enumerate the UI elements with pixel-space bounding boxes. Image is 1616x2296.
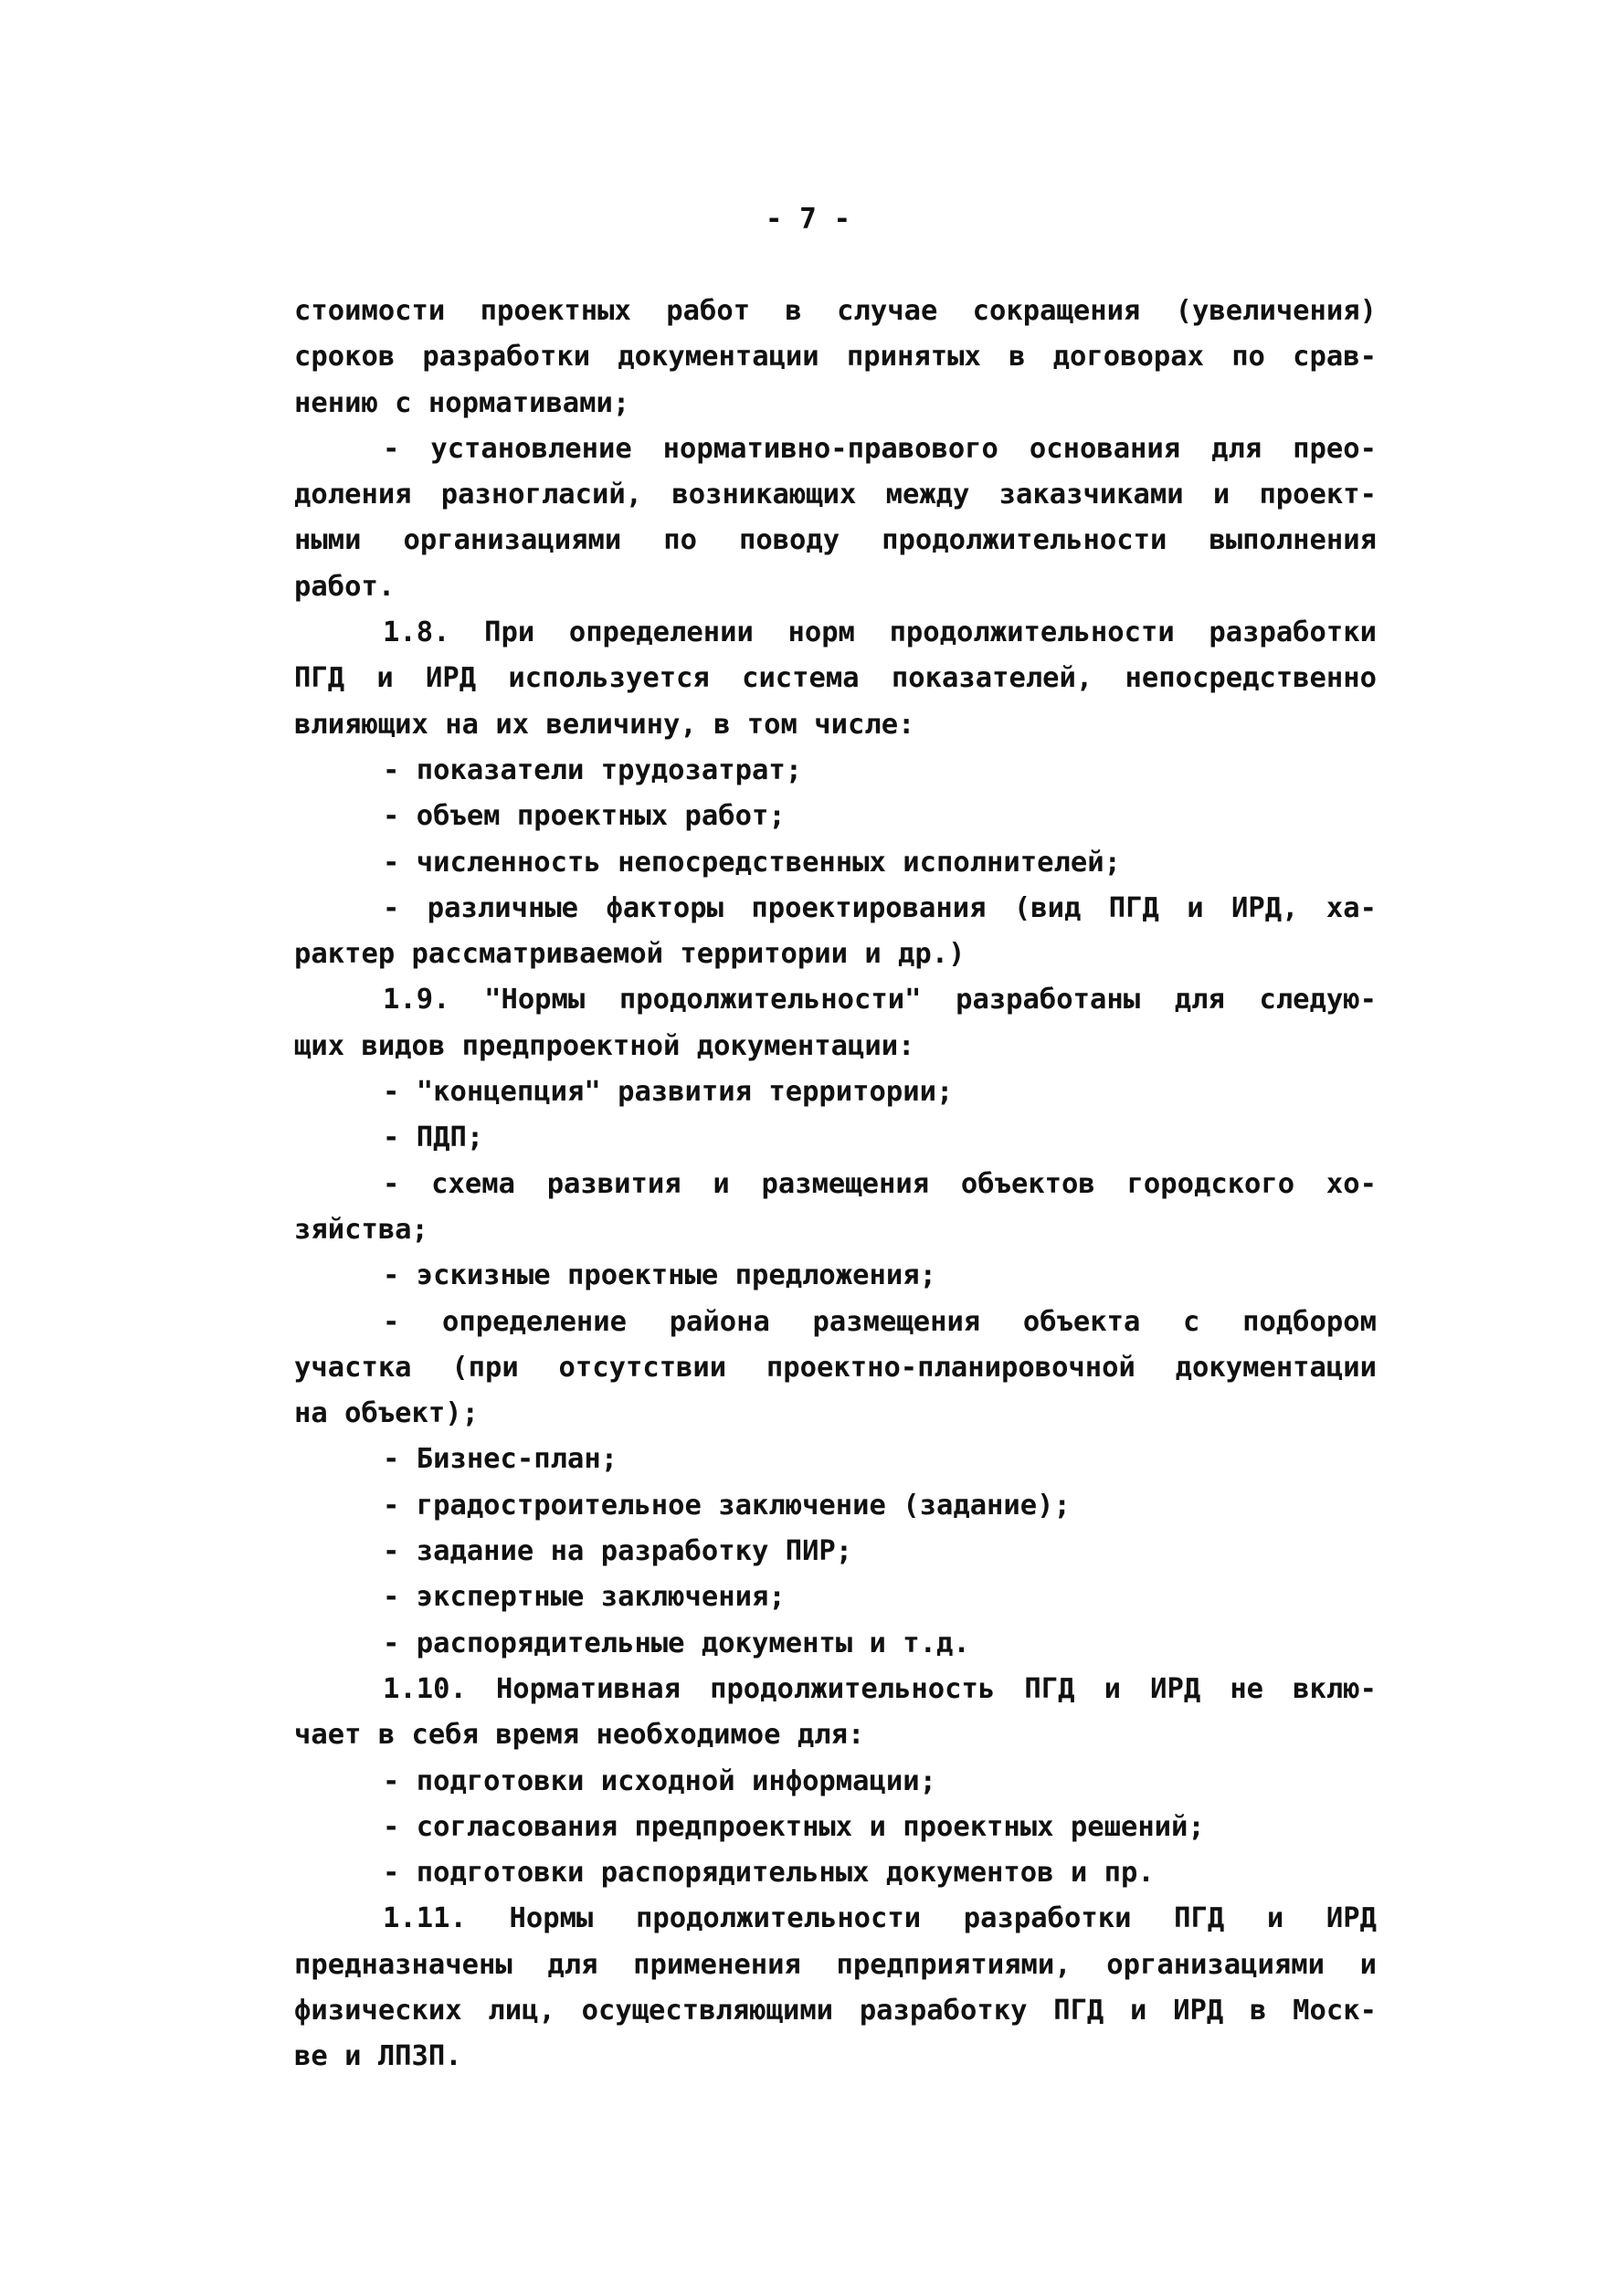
- text-line: ве и ЛПЗП.: [294, 2040, 462, 2073]
- text-line: - численность непосредственных исполнителей;: [383, 846, 1121, 879]
- body-text: [294, 289, 1377, 2080]
- text-line: - задание на разработку ПИР;: [383, 1535, 853, 1568]
- text-line: - распорядительные документы и т.д.: [383, 1627, 970, 1659]
- text-line: - подготовки распорядительных документов и пр.: [383, 1857, 1155, 1890]
- text-line: - схема развития и размещения объектов городского хо-: [383, 1167, 1377, 1200]
- text-line: рактер рассматриваемой территории и др.): [294, 938, 966, 971]
- text-line: - Бизнес-план;: [383, 1443, 618, 1476]
- text-line: сроков разработки документации принятых в договорах по срав-: [294, 341, 1377, 374]
- text-line: 1.9. "Нормы продолжительности" разработаны для следую-: [383, 984, 1377, 1016]
- text-line: - определение района размещения объекта с подбором: [383, 1305, 1377, 1338]
- page-number: - 7 -: [765, 203, 851, 236]
- text-line: зяйства;: [294, 1213, 428, 1246]
- text-line: 1.11. Нормы продолжительности разработки ПГД и ИРД: [383, 1902, 1377, 1935]
- text-line: - эскизные проектные предложения;: [383, 1259, 936, 1292]
- text-line: предназначены для применения предприятиями, организациями и: [294, 1948, 1377, 1981]
- text-line: 1.10. Нормативная продолжительность ПГД и ИРД не вклю-: [383, 1672, 1377, 1705]
- text-line: чает в себя время необходимое для:: [294, 1719, 865, 1752]
- text-line: влияющих на их величину, в том числе:: [294, 708, 915, 741]
- text-line: работ.: [294, 570, 396, 603]
- text-line: на объект);: [294, 1397, 479, 1430]
- text-line: 1.8. При определении норм продолжительности разработки: [383, 616, 1377, 649]
- text-line: - ПДП;: [383, 1122, 484, 1154]
- text-line: физических лиц, осуществляющими разработку ПГД и ИРД в Моск-: [294, 1994, 1377, 2027]
- text-line: - "концепция" развития территории;: [383, 1076, 954, 1109]
- text-line: - градостроительное заключение (задание);: [383, 1489, 1071, 1522]
- text-line: доления разногласий, возникающих между заказчиками и проект-: [294, 479, 1377, 511]
- text-line: - объем проектных работ;: [383, 800, 786, 833]
- text-line: - показатели трудозатрат;: [383, 753, 803, 786]
- text-line: - экспертные заключения;: [383, 1581, 786, 1614]
- text-line: ными организациями по поводу продолжительности выполнения: [294, 524, 1377, 557]
- text-line: - согласования предпроектных и проектных решений;: [383, 1810, 1205, 1843]
- text-line: - подготовки исходной информации;: [383, 1764, 936, 1797]
- text-line: нению с нормативами;: [294, 386, 630, 419]
- text-line: - установление нормативно-правового основания для прео-: [383, 432, 1377, 465]
- text-line: щих видов предпроектной документации:: [294, 1029, 915, 1062]
- text-line: стоимости проектных работ в случае сокращения (увеличения): [294, 295, 1377, 327]
- text-line: участка (при отсутствии проектно-планировочной документации: [294, 1351, 1377, 1384]
- text-line: ПГД и ИРД используется система показателей, непосредственно: [294, 662, 1377, 695]
- text-line: - различные факторы проектирования (вид ПГД и ИРД, ха-: [383, 891, 1377, 924]
